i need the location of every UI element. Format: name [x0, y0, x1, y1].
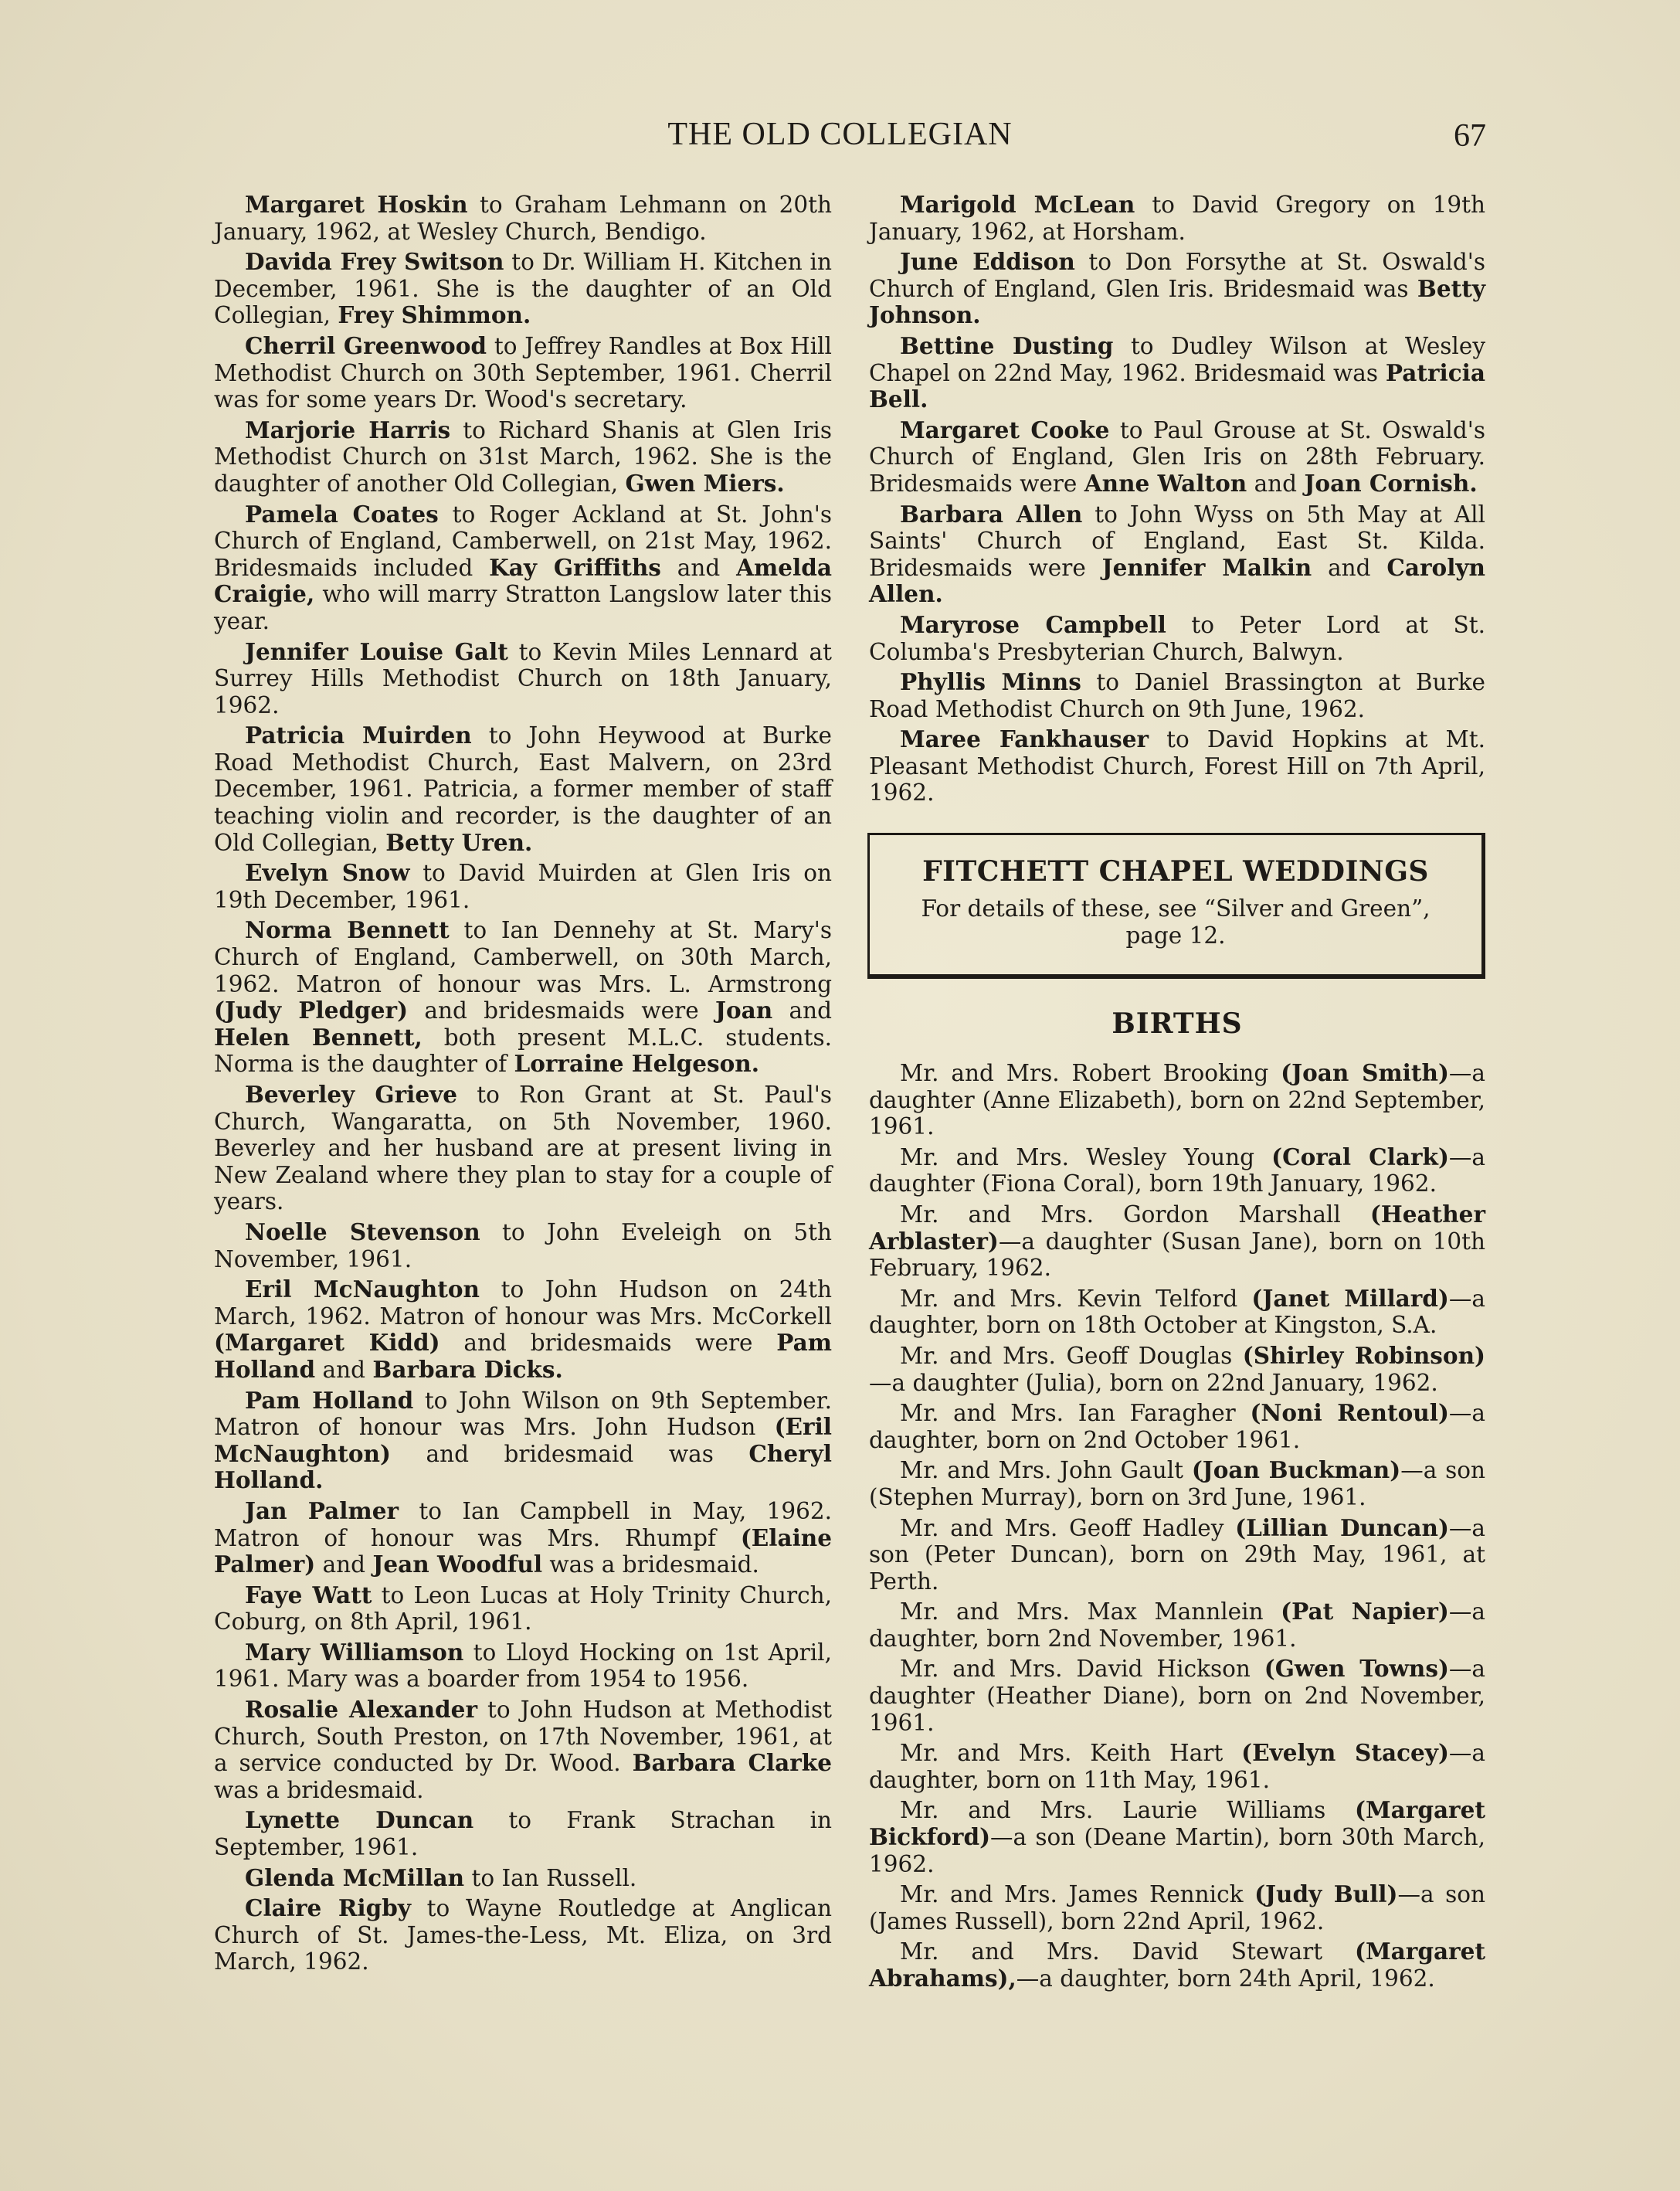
entry-name: Amelda Craigie,	[214, 553, 832, 608]
entry-paragraph	[214, 1697, 832, 1803]
entry-name: (Margaret Kidd)	[214, 1329, 440, 1357]
entry-name: Beverley Grieve	[245, 1081, 458, 1108]
entry-text: to Daniel Brassington at Burke Road Methodist Church on 9th June, 1962.	[869, 669, 1485, 722]
entry-text: and	[315, 1356, 373, 1383]
entry-name: (Heather Arblaster)	[869, 1200, 1485, 1255]
entry-name: (Shirley Robinson)	[1242, 1341, 1485, 1369]
entry-name: Pam Holland	[214, 1329, 832, 1383]
right-column-weddings	[869, 192, 1485, 810]
entry-text: —a son (James Russell), born 22nd April, 1962.	[869, 1881, 1486, 1935]
entry-name: Joan	[714, 997, 773, 1024]
entry-name: (Joan Smith)	[1281, 1059, 1449, 1086]
entry-name: (Judy Bull)	[1254, 1880, 1398, 1908]
entry-name: Noelle Stevenson	[245, 1218, 480, 1245]
entry-text: Mr. and Mrs. Max Mannlein	[900, 1598, 1281, 1625]
entry-paragraph	[214, 860, 832, 913]
entry-paragraph	[214, 1388, 832, 1494]
entry-text: Mr. and Mrs. Geoff Hadley	[900, 1514, 1236, 1541]
entry-paragraph	[869, 1740, 1485, 1793]
entry-text: to John Eveleigh on 5th November, 1961.	[214, 1218, 832, 1272]
entry-text: to Dudley Wilson at Wesley Chapel on 22nd May, 1962. Bridesmaid was	[869, 332, 1485, 386]
entry-paragraph	[869, 249, 1485, 329]
entry-name: Frey Shimmon.	[338, 301, 531, 329]
entry-name: Davida Frey Switson	[245, 248, 504, 276]
entry-text: Mr. and Mrs. Laurie Williams	[900, 1797, 1356, 1824]
entry-name: Norma Bennett	[245, 916, 450, 944]
entry-name: Betty Johnson.	[869, 274, 1485, 329]
entry-name: (Lillian Duncan)	[1235, 1513, 1449, 1541]
entry-paragraph	[869, 1201, 1485, 1282]
entry-paragraph	[214, 1498, 832, 1578]
entry-name: Barbara Dicks.	[372, 1355, 563, 1383]
entry-name: Joan Cornish.	[1304, 469, 1478, 497]
entry-text: to Frank Strachan in September, 1961.	[214, 1807, 833, 1861]
entry-name: (Pat Napier)	[1281, 1598, 1449, 1625]
entry-name: (Janet Millard)	[1251, 1284, 1449, 1312]
entry-text: to Graham Lehmann on 20th January, 1962, at Wesley Church, Bendigo.	[214, 192, 833, 245]
entry-text: Mr. and Mrs. Gordon Marshall	[900, 1201, 1370, 1228]
entry-paragraph	[869, 1343, 1485, 1396]
entry-text: —a daughter (Julia), born on 22nd January, 1962.	[869, 1369, 1438, 1396]
entry-name: Maree Fankhauser	[900, 725, 1149, 753]
entry-name: Bettine Dusting	[900, 331, 1114, 359]
entry-text: to Dr. William H. Kitchen in December, 1961. She is the daughter of an Old Collegian,	[214, 249, 832, 329]
entry-paragraph	[869, 1515, 1485, 1595]
entry-text: who will marry Stratton Langslow later this year.	[214, 581, 832, 634]
entry-name: Cheryl Holland.	[214, 1439, 832, 1494]
entry-paragraph	[214, 1276, 832, 1383]
entry-text: —a daughter, born on 11th May, 1961.	[869, 1740, 1485, 1793]
entry-paragraph	[869, 1060, 1485, 1140]
entry-paragraph	[214, 639, 832, 719]
entry-name: (Noni Rentoul)	[1250, 1399, 1449, 1427]
entry-text: to Richard Shanis at Glen Iris Methodist Church on 31st March, 1962. She is the daughter of another Old Collegian,	[214, 416, 833, 497]
entry-text: to John Hudson at Methodist Church, South Preston, on 17th November, 1961, at a service conducted by Dr. Wood.	[214, 1697, 832, 1777]
entry-name: Barbara Allen	[900, 500, 1083, 528]
entry-name: Margaret Hoskin	[245, 191, 468, 218]
entry-text: —a son (Deane Martin), born 30th March, 1962.	[869, 1824, 1485, 1877]
entry-name: Betty Uren.	[385, 828, 533, 856]
entry-name: Patricia Muirden	[245, 722, 472, 749]
fitchett-text: For details of these, see “Silver and Green”, page 12.	[921, 895, 1431, 949]
entry-text: to Paul Grouse at St. Oswald's Church of England, Glen Iris on 28th February. Bridesmaids were	[869, 416, 1485, 497]
entry-name: Maryrose Campbell	[900, 610, 1166, 638]
entry-paragraph	[869, 1598, 1485, 1652]
entry-text: —a daughter (Susan Jane), born on 10th February, 1962.	[869, 1228, 1485, 1282]
fitchett-heading: FITCHETT CHAPEL WEDDINGS	[922, 855, 1429, 888]
entry-paragraph	[214, 1807, 832, 1860]
entry-text: Mr. and Mrs. Robert Brooking	[900, 1060, 1281, 1086]
entry-name: Jan Palmer	[245, 1496, 399, 1524]
entry-name: Carolyn Allen.	[869, 553, 1485, 608]
entry-name: Lynette Duncan	[245, 1806, 474, 1834]
entry-name: Mary Williamson	[245, 1638, 464, 1666]
entry-paragraph	[214, 1895, 832, 1975]
entry-text: —a daughter (Heather Diane), born on 2nd November, 1961.	[869, 1656, 1485, 1736]
entry-text: and	[660, 554, 737, 581]
entry-text: —a daughter, born 2nd November, 1961.	[869, 1598, 1485, 1652]
entry-text: Mr. and Mrs. Keith Hart	[900, 1740, 1242, 1767]
entry-paragraph	[869, 1881, 1485, 1935]
entry-text: to David Muirden at Glen Iris on 19th December, 1961.	[214, 860, 832, 913]
entry-text: to Don Forsythe at St. Oswald's Church of England, Glen Iris. Bridesmaid was	[869, 249, 1485, 302]
entry-text: to Ian Russell.	[464, 1864, 637, 1891]
entry-text: —a daughter, born 24th April, 1962.	[1016, 1965, 1435, 1992]
entry-name: Phyllis Minns	[900, 668, 1081, 696]
entry-text: Mr. and Mrs. John Gault	[900, 1457, 1192, 1484]
entry-name: Margaret Cooke	[900, 416, 1110, 443]
entry-paragraph	[869, 1656, 1485, 1736]
entry-text: Mr. and Mrs. David Stewart	[900, 1938, 1356, 1965]
entry-name: (Margaret Bickford)	[869, 1796, 1485, 1851]
entry-paragraph	[214, 192, 832, 245]
entry-name: (Evelyn Stacey)	[1241, 1739, 1449, 1767]
entry-text: was a bridesmaid.	[214, 1776, 424, 1803]
entry-text: to David Hopkins at Mt. Pleasant Methodist Church, Forest Hill on 7th April, 1962.	[869, 726, 1485, 807]
entry-name: Pam Holland	[245, 1386, 414, 1414]
left-column-weddings	[214, 192, 832, 1979]
entry-name: Eril McNaughton	[245, 1276, 480, 1303]
entry-name: (Joan Buckman)	[1191, 1456, 1401, 1484]
entry-text: to Kevin Miles Lennard at Surrey Hills Methodist Church on 18th January, 1962.	[214, 638, 832, 718]
entry-text: and	[1247, 470, 1305, 497]
entry-text: Mr. and Mrs. Geoff Douglas	[900, 1342, 1243, 1369]
entry-name: Anne Walton	[1084, 469, 1247, 497]
entry-text: to Jeffrey Randles at Box Hill Methodist Church on 30th September, 1961. Cherril was for some years Dr. Wood's secretary.	[214, 332, 832, 413]
entry-paragraph	[869, 417, 1485, 498]
entry-text: was a bridesmaid.	[542, 1551, 759, 1578]
entry-text: to John Heywood at Burke Road Methodist Church, East Malvern, on 23rd December, 1961. Patricia, a former member of staff teaching violin and recorder, is the daughter of an Old Collegian,	[214, 722, 832, 856]
entry-text: to Ian Campbell in May, 1962. Matron of honour was Mrs. Rhumpf	[214, 1497, 833, 1551]
entry-text: —a daughter (Fiona Coral), born 19th January, 1962.	[869, 1143, 1485, 1197]
entry-name: Jennifer Malkin	[1101, 553, 1312, 581]
entry-paragraph	[869, 1938, 1485, 1992]
entry-name: Marigold McLean	[900, 191, 1135, 218]
entry-name: June Eddison	[900, 248, 1075, 276]
entry-text: to John Hudson on 24th March, 1962. Matron of honour was Mrs. McCorkell	[214, 1276, 833, 1330]
entry-name: Patricia Bell.	[869, 358, 1485, 413]
entry-paragraph	[214, 1639, 832, 1693]
entry-paragraph	[214, 917, 832, 1078]
entry-paragraph	[214, 417, 832, 498]
entry-text: to Peter Lord at St. Columba's Presbyterian Church, Balwyn.	[869, 611, 1485, 665]
entry-text: to Ian Dennehy at St. Mary's Church of England, Camberwell, on 30th March, 1962. Matron of honour was Mrs. L. Armstrong	[214, 917, 833, 997]
entry-text: Mr. and Mrs. Ian Faragher	[900, 1400, 1251, 1427]
entry-paragraph	[214, 1082, 832, 1215]
births-heading: BIRTHS	[1112, 1007, 1243, 1040]
entry-text: to Leon Lucas at Holy Trinity Church, Coburg, on 8th April, 1961.	[214, 1581, 832, 1636]
entry-text: Mr. and Mrs. Wesley Young	[900, 1143, 1272, 1170]
entry-name: (Elaine Palmer)	[214, 1524, 832, 1578]
entry-text: to David Gregory on 19th January, 1962, at Horsham.	[869, 192, 1485, 245]
entry-name: Faye Watt	[245, 1581, 372, 1608]
entry-text: and bridesmaid was	[390, 1440, 749, 1467]
entry-paragraph	[869, 192, 1485, 245]
entry-text: and bridesmaids were	[440, 1330, 777, 1357]
entry-name: Kay Griffiths	[489, 553, 661, 581]
entry-paragraph	[869, 726, 1485, 807]
entry-name: (Judy Pledger)	[214, 997, 409, 1024]
entry-name: Evelyn Snow	[245, 859, 410, 887]
entry-paragraph	[214, 501, 832, 635]
entry-name: Gwen Miers.	[625, 469, 785, 497]
entry-text: and	[1312, 554, 1387, 581]
entry-paragraph	[214, 1865, 832, 1892]
entry-name: Cherril Greenwood	[245, 331, 487, 359]
entry-paragraph	[869, 1797, 1485, 1877]
entry-name: Rosalie Alexander	[245, 1696, 477, 1724]
publication-title: THE OLD COLLEGIAN	[667, 117, 1013, 152]
entry-paragraph	[214, 333, 832, 413]
entry-text: to John Wilson on 9th September. Matron of honour was Mrs. John Hudson	[214, 1387, 833, 1441]
entry-paragraph	[214, 1219, 832, 1272]
entry-paragraph	[869, 501, 1485, 608]
entry-name: Claire Rigby	[245, 1894, 411, 1922]
entry-text: and	[772, 997, 832, 1024]
entry-name: Barbara Clarke	[632, 1749, 832, 1777]
page-header	[0, 116, 1680, 162]
entry-text: to John Wyss on 5th May at All Saints' Church of England, East St. Kilda. Bridesmaids were	[869, 501, 1485, 581]
entry-text: —a daughter, born on 2nd October 1961.	[869, 1400, 1485, 1453]
entry-text: —a son (Stephen Murray), born on 3rd June, 1961.	[869, 1457, 1485, 1510]
page-number: 67	[1454, 118, 1486, 154]
entry-paragraph	[869, 333, 1485, 413]
entry-text: and bridesmaids were	[408, 997, 715, 1024]
entry-text: —a daughter (Anne Elizabeth), born on 22nd September, 1961.	[869, 1060, 1486, 1140]
entry-text: to Lloyd Hocking on 1st April, 1961. Mary was a boarder from 1954 to 1956.	[214, 1639, 832, 1693]
entry-name: Glenda McMillan	[245, 1863, 465, 1891]
entry-name: (Margaret Abrahams),	[869, 1938, 1485, 1992]
entry-paragraph	[869, 612, 1485, 665]
births-list	[869, 1060, 1485, 1996]
entry-text: Mr. and Mrs. David Hickson	[900, 1656, 1264, 1683]
entry-name: Helen Bennett,	[214, 1023, 423, 1051]
entry-paragraph	[214, 722, 832, 856]
entry-name: Jennifer Louise Galt	[245, 637, 508, 665]
entry-text: Mr. and Mrs. Kevin Telford	[900, 1285, 1252, 1312]
entry-text: to Roger Ackland at St. John's Church of England, Camberwell, on 21st May, 1962. Bridesmaids included	[214, 501, 833, 581]
entry-name: (Eril McNaughton)	[214, 1413, 832, 1467]
entry-paragraph	[869, 1286, 1485, 1339]
entry-text: Mr. and Mrs. James Rennick	[900, 1881, 1255, 1908]
fitchett-chapel-box	[867, 833, 1485, 979]
entry-name: (Gwen Towns)	[1264, 1655, 1449, 1683]
entry-paragraph	[214, 249, 832, 329]
entry-paragraph	[214, 1582, 832, 1636]
entry-text: to Ron Grant at St. Paul's Church, Wangaratta, on 5th November, 1960. Beverley and her husband are at present living in New Zealand where they plan to stay for a couple of years.	[214, 1082, 832, 1215]
entry-name: Jean Woodful	[372, 1551, 543, 1578]
entry-paragraph	[869, 669, 1485, 722]
entry-text: both present M.L.C. students. Norma is the daughter of	[214, 1024, 832, 1078]
entry-text: to Wayne Routledge at Anglican Church of St. James-the-Less, Mt. Eliza, on 3rd March, 1962.	[214, 1895, 832, 1975]
entry-name: Pamela Coates	[245, 500, 439, 528]
entry-text: —a daughter, born on 18th October at Kingston, S.A.	[869, 1285, 1485, 1339]
entry-paragraph	[869, 1144, 1485, 1197]
entry-paragraph	[869, 1457, 1485, 1510]
entry-text: —a son (Peter Duncan), born on 29th May, 1961, at Perth.	[869, 1514, 1485, 1595]
entry-paragraph	[869, 1400, 1485, 1453]
entry-text: and	[315, 1551, 373, 1578]
entry-name: Lorraine Helgeson.	[514, 1050, 760, 1078]
entry-name: Marjorie Harris	[245, 416, 451, 443]
entry-name: (Coral Clark)	[1271, 1143, 1449, 1170]
